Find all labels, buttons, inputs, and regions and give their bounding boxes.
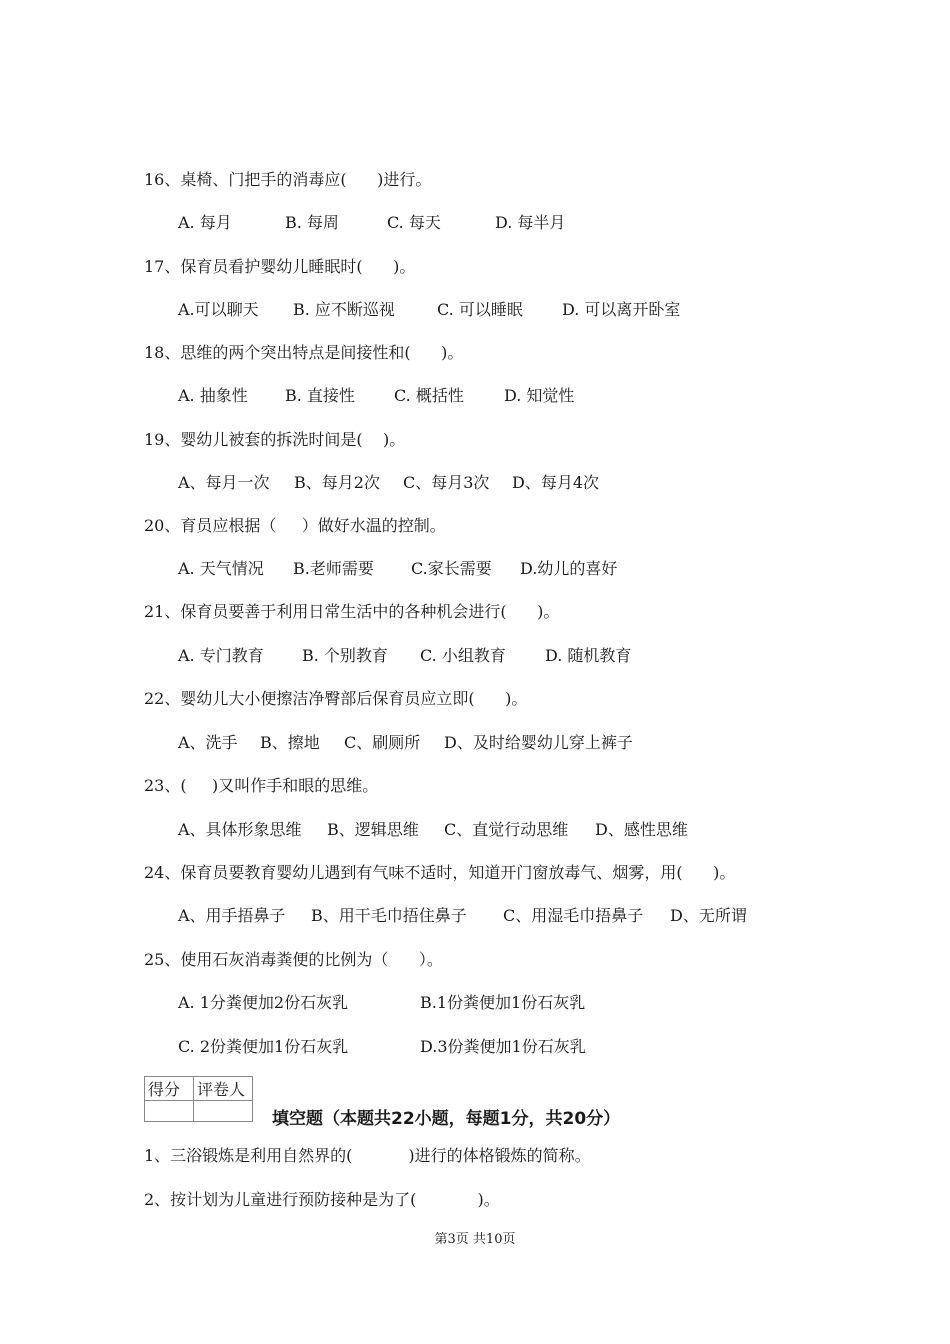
score-label: 得分 — [145, 1077, 194, 1101]
question-23: 23、( )又叫作手和眼的思维。 — [144, 776, 379, 795]
option-d: D、感性思维 — [595, 820, 688, 839]
fill-in-question-2: 2、按计划为儿童进行预防接种是为了( )。 — [144, 1190, 500, 1209]
question-21: 21、保育员要善于利用日常生活中的各种机会进行( )。 — [144, 602, 560, 621]
fill-in-question-1: 1、三浴锻炼是利用自然界的( )进行的体格锻炼的简称。 — [144, 1146, 591, 1165]
grader-label: 评卷人 — [194, 1077, 253, 1101]
option-d: D. 每半月 — [495, 213, 566, 232]
option-b: B. 应不断巡视 — [293, 300, 395, 319]
option-b: B、擦地 — [260, 733, 320, 752]
option-d: D.幼儿的喜好 — [520, 559, 618, 578]
question-17: 17、保育员看护婴幼儿睡眠时( )。 — [144, 257, 416, 276]
option-b: B.老师需要 — [293, 559, 374, 578]
question-19: 19、婴幼儿被套的拆洗时间是( )。 — [144, 430, 406, 449]
option-c: C. 可以睡眠 — [437, 300, 523, 319]
option-a: A. 抽象性 — [178, 386, 248, 405]
option-a: A、洗手 — [178, 733, 238, 752]
question-16: 16、桌椅、门把手的消毒应( )进行。 — [144, 170, 432, 189]
option-a: A. 专门教育 — [178, 646, 264, 665]
option-b: B. 个别教育 — [302, 646, 388, 665]
option-b: B. 每周 — [285, 213, 339, 232]
question-24: 24、保育员要教育婴幼儿遇到有气味不适时，知道开门窗放毒气、烟雾，用( )。 — [144, 863, 736, 882]
option-a: A、用手捂鼻子 — [178, 906, 286, 925]
option-b: B、每月2次 — [294, 473, 380, 492]
option-a: A.可以聊天 — [178, 300, 259, 319]
option-c: C、每月3次 — [403, 473, 490, 492]
option-d: D.3份粪便加1份石灰乳 — [420, 1037, 586, 1056]
score-cell — [145, 1101, 194, 1122]
option-a: A. 每月 — [178, 213, 232, 232]
option-c: C、用湿毛巾捂鼻子 — [503, 906, 644, 925]
option-a: A. 1分粪便加2份石灰乳 — [178, 993, 349, 1012]
option-c: C. 小组教育 — [420, 646, 506, 665]
option-c: C. 概括性 — [394, 386, 464, 405]
option-c: C、直觉行动思维 — [444, 820, 569, 839]
page-footer: 第3页 共10页 — [434, 1232, 516, 1247]
option-c: C、刷厕所 — [344, 733, 421, 752]
option-c: C. 每天 — [387, 213, 441, 232]
grader-cell — [194, 1101, 253, 1122]
option-a: A、具体形象思维 — [178, 820, 302, 839]
section-title: 填空题（本题共22小题，每题1分，共20分） — [272, 1109, 621, 1129]
option-d: D. 随机教育 — [545, 646, 632, 665]
option-d: D. 可以离开卧室 — [562, 300, 681, 319]
option-b: B、用干毛巾捂住鼻子 — [311, 906, 467, 925]
option-d: D、无所谓 — [670, 906, 747, 925]
option-c: C.家长需要 — [411, 559, 492, 578]
question-18: 18、思维的两个突出特点是间接性和( )。 — [144, 343, 464, 362]
question-20: 20、育员应根据（ ）做好水温的控制。 — [144, 516, 446, 535]
options-25-row2 — [178, 1037, 778, 1097]
question-25: 25、使用石灰消毒粪便的比例为（ ）。 — [144, 950, 443, 969]
score-box — [144, 1076, 253, 1122]
option-b: B. 直接性 — [285, 386, 355, 405]
option-a: A、每月一次 — [178, 473, 270, 492]
option-b: B.1份粪便加1份石灰乳 — [420, 993, 586, 1012]
option-d: D、每月4次 — [512, 473, 600, 492]
option-d: D. 知觉性 — [504, 386, 575, 405]
option-c: C. 2份粪便加1份石灰乳 — [178, 1037, 349, 1056]
option-a: A. 天气情况 — [178, 559, 264, 578]
question-22: 22、婴幼儿大小便擦洁净臀部后保育员应立即( )。 — [144, 689, 528, 708]
option-b: B、逻辑思维 — [327, 820, 419, 839]
option-d: D、及时给婴幼儿穿上裤子 — [444, 733, 633, 752]
